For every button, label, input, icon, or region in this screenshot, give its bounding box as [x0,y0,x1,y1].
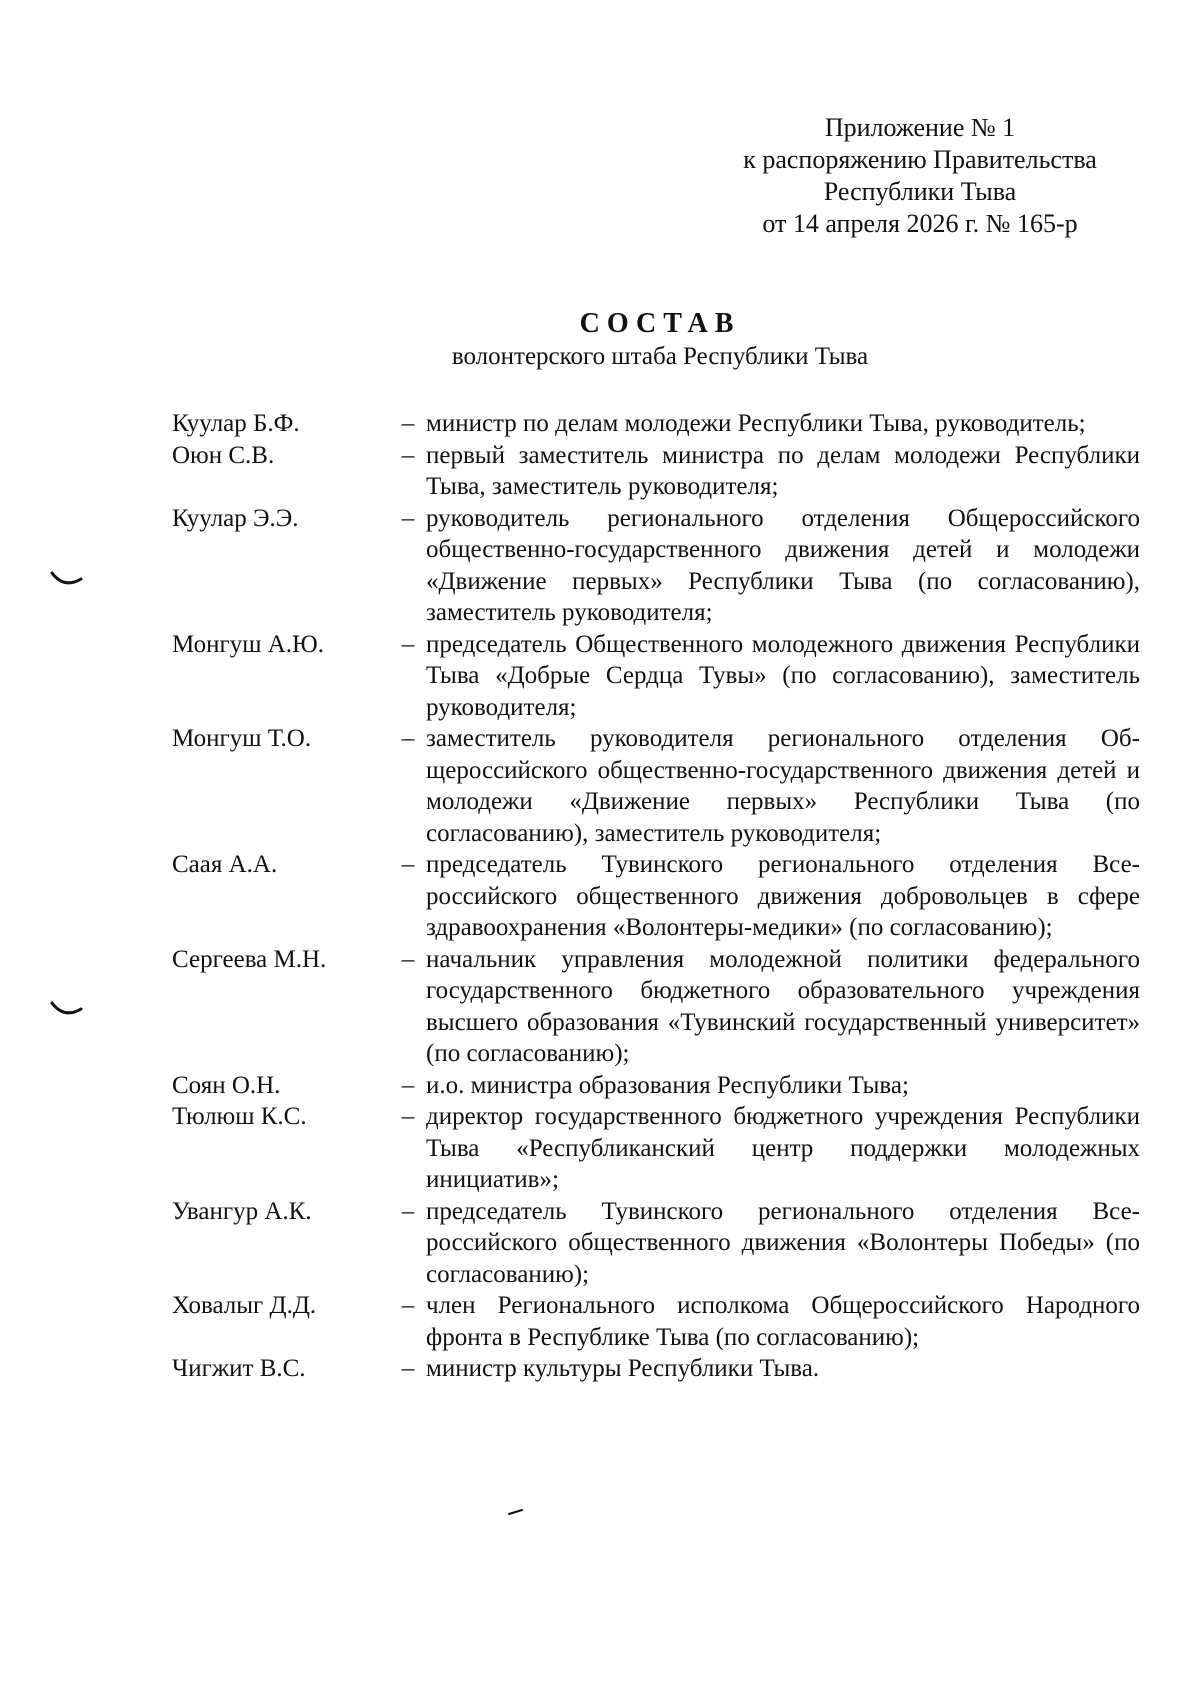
member-role: член Регионального исполкома Общероссийского Народного фронта в Республике Тыва (по согласованию); [426,1292,1140,1351]
member-row [172,440,1140,503]
member-dash: – [401,945,415,973]
member-name: Тюлюш К.С. [172,1103,307,1130]
member-row [172,944,1140,1070]
member-role: начальник управления молодежной политики федерального государственного бюджетного образовательного учреждения высшего образования «Тувинский государственный университет» (по согласованию); [426,945,1140,1067]
member-name: Оюн С.В. [172,441,275,469]
member-role: председатель Тувинского регионального отделения Всероссийского общественного движения добровольцев в сфере здравоохранения «Волонтеры-медики» (по согласованию); [426,851,1140,941]
member-dash: – [401,630,415,658]
member-name: Ховалыг Д.Д. [172,1292,317,1319]
member-name: Куулар Б.Ф. [172,410,300,437]
member-role: руководитель регионального отделения Общероссийского общественно-государственного движения детей и молодежи «Движение первых» Республики Тыва (по согласованию), заместитель руководителя; [426,504,1140,626]
member-dash: – [401,725,415,752]
member-name: Саая А.А. [172,851,278,878]
member-role: и.о. министра образования Республики Тыва; [426,1071,909,1099]
member-dash: – [401,1103,415,1130]
member-role: директор государственного бюджетного учреждения Республики Тыва «Республиканский центр поддержки молодежных инициатив»; [426,1103,1140,1193]
member-dash: – [401,1197,415,1225]
member-role: первый заместитель министра по делам молодежи Республики Тыва, заместитель руководителя; [426,441,1140,500]
member-row [172,849,1140,944]
member-name: Чигжит В.С. [172,1355,306,1382]
member-dash: – [401,410,415,437]
member-row [172,1290,1140,1353]
scan-mark-lower [50,1000,84,1020]
member-name: Монгуш А.Ю. [172,630,324,658]
document-title: СОСТАВ [579,308,741,339]
member-role: заместитель руководителя регионального отделения Общероссийского общественно-государственного движения детей и молодежи «Движение первых» Республики Тыва (по согласованию), заместитель руководителя; [426,725,1140,847]
member-name: Куулар Э.Э. [172,504,299,532]
appendix-header [700,112,1140,240]
member-row [172,408,1140,440]
member-row [172,1196,1140,1291]
member-row [172,629,1140,724]
document-subtitle: волонтерского штаба Республики Тыва [451,343,869,370]
scan-mark-upper [50,570,84,590]
member-dash: – [401,1071,415,1099]
member-dash: – [401,504,415,532]
appendix-number: Приложение № 1 [824,113,1016,142]
member-row [172,1070,1140,1102]
scan-mark-bottom [508,1508,524,1516]
member-role: министр культуры Республики Тыва. [426,1355,820,1382]
member-name: Соян О.Н. [172,1071,281,1099]
member-role: министр по делам молодежи Республики Тыва, руководитель; [426,410,1086,437]
member-role: председатель Тувинского регионального отделения Всероссийского общественного движения «Волонтеры Победы» (по согласованию); [426,1197,1140,1288]
appendix-reference: к распоряжению Правительства [743,145,1097,174]
member-role: председатель Общественного молодежного движения Республики Тыва «Добрые Сердца Тувы» (по согласованию), заместитель руководителя; [426,630,1140,721]
member-dash: – [401,851,415,878]
member-dash: – [401,1292,415,1319]
member-row [172,1101,1140,1196]
appendix-republic: Республики Тыва [823,177,1017,206]
member-name: Сергеева М.Н. [172,945,327,973]
members-list [172,408,1140,1385]
member-row [172,723,1140,849]
member-name: Монгуш Т.О. [172,725,312,752]
member-dash: – [401,1355,415,1382]
member-row [172,1353,1140,1385]
member-row [172,503,1140,629]
appendix-date: от 14 апреля 2026 г. № 165-р [762,209,1078,238]
member-dash: – [401,441,415,469]
member-name: Увангур А.К. [172,1197,312,1225]
